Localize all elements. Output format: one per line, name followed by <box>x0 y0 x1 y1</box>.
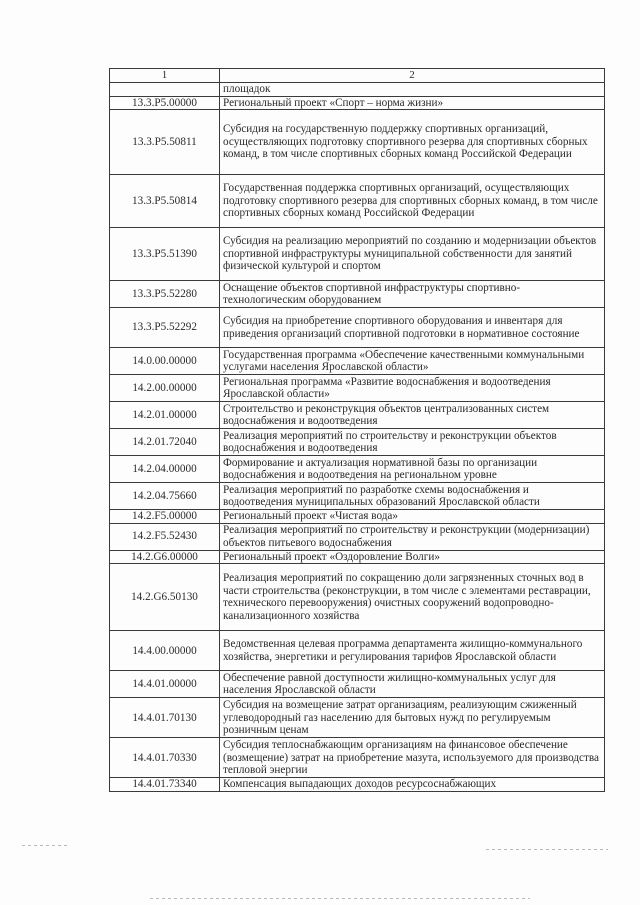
table-row <box>110 523 605 550</box>
table-row <box>110 456 605 483</box>
row-description: площадок <box>220 83 605 97</box>
table-header-row <box>110 69 605 83</box>
row-code: 14.4.00.00000 <box>110 631 220 671</box>
row-description: Формирование и актуализация нормативной базы по организации водоснабжения и водоотведения на региональном уровне <box>220 456 605 483</box>
table-row <box>110 564 605 631</box>
row-code: 13.3.P5.52280 <box>110 281 220 308</box>
row-code: 14.2.G6.00000 <box>110 550 220 564</box>
table-row <box>110 698 605 738</box>
row-description: Государственная программа «Обеспечение качественными коммунальными услугами населения Ярославской области» <box>220 348 605 375</box>
row-code: 14.4.01.73340 <box>110 778 220 792</box>
row-code: 13.3.P5.00000 <box>110 96 220 110</box>
row-description: Компенсация выпадающих доходов ресурсоснабжающих <box>220 778 605 792</box>
row-code: 14.0.00.00000 <box>110 348 220 375</box>
row-description: Реализация мероприятий по строительству и реконструкции (модернизации) объектов питьевого водоснабжения <box>220 523 605 550</box>
table-row <box>110 375 605 402</box>
table-row <box>110 348 605 375</box>
row-code: 14.2.F5.52430 <box>110 523 220 550</box>
row-description: Ведомственная целевая программа департамента жилищно-коммунального хозяйства, энергетики и регулирования тарифов Ярославской области <box>220 631 605 671</box>
row-code: 13.3.P5.50811 <box>110 110 220 175</box>
row-code: 14.2.00.00000 <box>110 375 220 402</box>
row-code <box>110 83 220 97</box>
row-description: Субсидия на реализацию мероприятий по созданию и модернизации объектов спортивной инфраструктуры муниципальной собственности для занятий физической культурой и спортом <box>220 228 605 281</box>
row-description: Субсидия на возмещение затрат организациям, реализующим сжиженный углеводородный газ населению для бытовых нужд по регулируемым розничным ценам <box>220 698 605 738</box>
column-header-1: 1 <box>110 69 220 83</box>
table-row <box>110 778 605 792</box>
row-code: 14.2.01.00000 <box>110 402 220 429</box>
table-row <box>110 110 605 175</box>
row-code: 13.3.P5.51390 <box>110 228 220 281</box>
row-code: 14.2.01.72040 <box>110 429 220 456</box>
row-code: 14.4.01.70330 <box>110 738 220 778</box>
row-description: Региональный проект «Оздоровление Волги» <box>220 550 605 564</box>
table-row <box>110 175 605 228</box>
budget-classification-table <box>109 68 605 792</box>
column-header-2: 2 <box>220 69 605 83</box>
table-row <box>110 228 605 281</box>
row-description: Региональный проект «Спорт – норма жизни» <box>220 96 605 110</box>
row-code: 14.2.04.75660 <box>110 483 220 510</box>
row-description: Оснащение объектов спортивной инфраструктуры спортивно-технологическим оборудованием <box>220 281 605 308</box>
table-row <box>110 96 605 110</box>
row-code: 14.2.G6.50130 <box>110 564 220 631</box>
table-row <box>110 483 605 510</box>
table-row <box>110 308 605 348</box>
table-row <box>110 429 605 456</box>
table-row <box>110 281 605 308</box>
table-row <box>110 631 605 671</box>
row-description: Реализация мероприятий по строительству и реконструкции объектов водоснабжения и водоотведения <box>220 429 605 456</box>
row-code: 14.2.F5.00000 <box>110 510 220 524</box>
row-code: 14.2.04.00000 <box>110 456 220 483</box>
row-code: 14.4.01.00000 <box>110 671 220 698</box>
row-description: Обеспечение равной доступности жилищно-коммунальных услуг для населения Ярославской области <box>220 671 605 698</box>
row-description: Региональный проект «Чистая вода» <box>220 510 605 524</box>
row-description: Субсидия теплоснабжающим организациям на финансовое обеспечение (возмещение) затрат на приобретение мазута, используемого для производства тепловой энергии <box>220 738 605 778</box>
table-row <box>110 671 605 698</box>
row-description: Субсидия на приобретение спортивного оборудования и инвентаря для приведения организаций спортивной подготовки в нормативное состояние <box>220 308 605 348</box>
footer-line-right <box>486 849 608 850</box>
table-row <box>110 402 605 429</box>
row-description: Реализация мероприятий по разработке схемы водоснабжения и водоотведения муниципальных образований Ярославской области <box>220 483 605 510</box>
row-description: Реализация мероприятий по сокращению доли загрязненных сточных вод в части строительства (реконструкции, в том числе с элементами реставрации, технического перевооружения) очистных сооружений водопроводно-канализационного хозяйства <box>220 564 605 631</box>
table-row <box>110 510 605 524</box>
row-code: 13.3.P5.50814 <box>110 175 220 228</box>
row-description: Строительство и реконструкция объектов централизованных систем водоснабжения и водоотведения <box>220 402 605 429</box>
row-description: Региональная программа «Развитие водоснабжения и водоотведения Ярославской области» <box>220 375 605 402</box>
table-row <box>110 738 605 778</box>
row-code: 14.4.01.70130 <box>110 698 220 738</box>
table-row <box>110 83 605 97</box>
row-description: Государственная поддержка спортивных организаций, осуществляющих подготовку спортивного резерва для спортивных сборных команд, в том числе спортивных сборных команд Российской Федерации <box>220 175 605 228</box>
footer-line-bottom <box>150 898 530 899</box>
footer-line-left <box>22 845 70 846</box>
row-code: 13.3.P5.52292 <box>110 308 220 348</box>
table-row <box>110 550 605 564</box>
row-description: Субсидия на государственную поддержку спортивных организаций, осуществляющих подготовку спортивного резерва для спортивных сборных команд, в том числе спортивных сборных команд Российской Федерации <box>220 110 605 175</box>
